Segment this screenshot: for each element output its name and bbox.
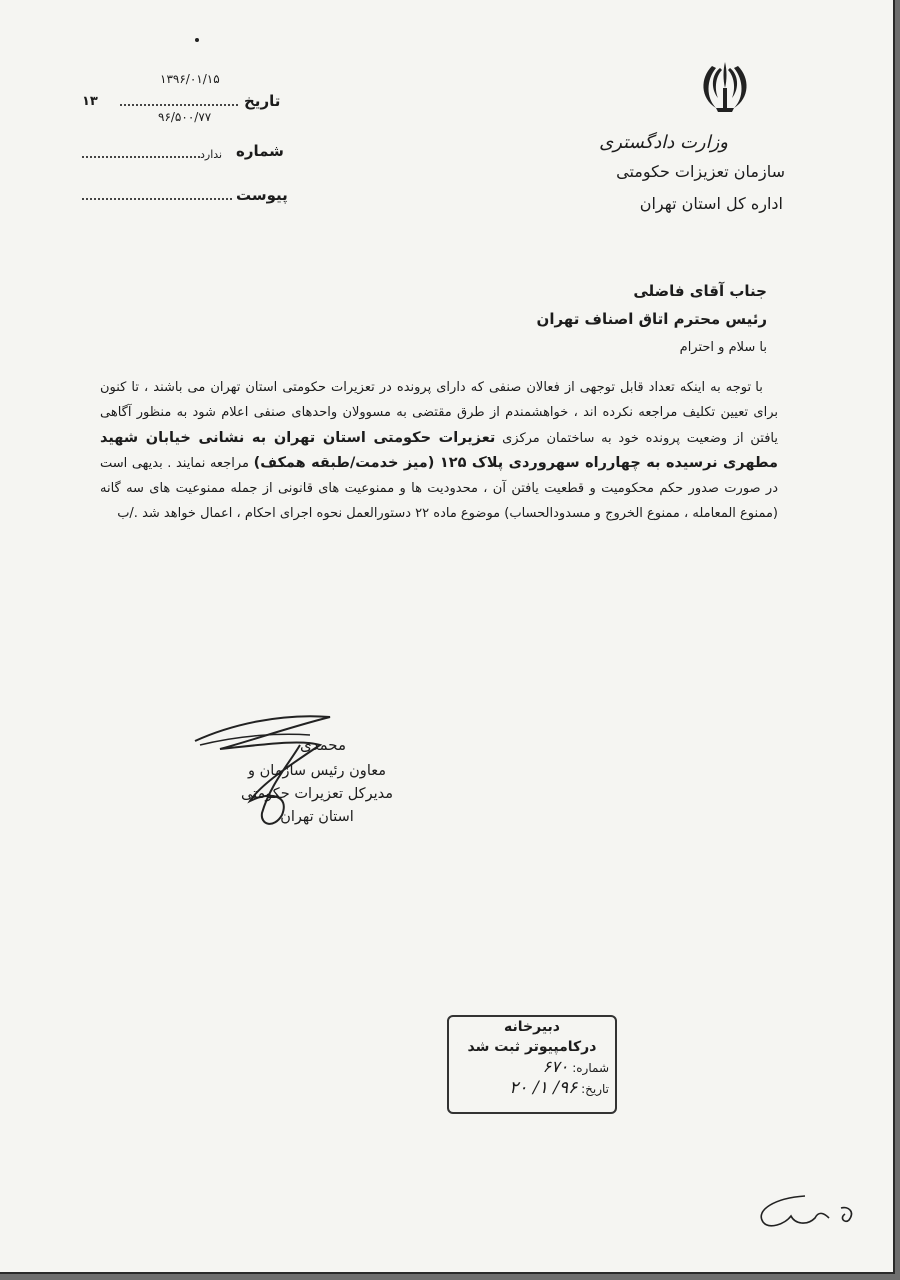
registration-stamp	[447, 1015, 617, 1114]
reference-number: ۹۶/۵۰۰/۷۷	[158, 110, 212, 124]
number-dotted-line	[82, 156, 200, 158]
letter-body	[100, 376, 778, 527]
scan-speck	[195, 38, 199, 42]
attachment-dotted-line	[82, 198, 232, 200]
stamp-line-1: دبیرخانه	[504, 1019, 560, 1035]
attachment-label: پیوست	[236, 186, 288, 204]
signer-name: محمدی	[300, 736, 347, 754]
body-text-part1: با توجه به اینکه تعداد قابل توجهی از فعالان صنفی که دارای پرونده در تعزیرات حکومتی استان تهران می باشند ، تا کنون برای تعیین تکلیف مراجعه نکرده اند ، خواهشمندم از طرق مقتضی به مسوولان واحدهای صنفی اعلام شود به منظور آگاهی یافتن از وضعیت پرونده خود به ساختمان مرکزی	[100, 380, 779, 446]
stamp-date-row	[449, 1078, 615, 1099]
stamp-number-value: ۶۷۰	[542, 1057, 569, 1076]
organization-name: سازمان تعزیزات حکومتی	[616, 162, 785, 181]
body-text-bold: تعزیرات حکومتی استان تهران به نشانی خیابان شهید مطهری نرسیده به چهارراه سهروردی پلاک ۱۲۵ (میز خدمت/طبقه همکف)	[100, 429, 778, 472]
date-label: تاریخ	[244, 92, 281, 110]
signer-title-1: معاون رئیس سازمان و	[248, 763, 386, 779]
iran-emblem-icon	[698, 58, 752, 116]
date-value: ۱۳۹۶/۰۱/۱۵	[160, 72, 220, 86]
ministry-name: وزارت دادگستری	[599, 132, 728, 153]
signer-title-2: مدیرکل تعزیرات حکومتی	[241, 786, 393, 802]
date-dotted-line	[120, 104, 238, 106]
signer-title-3: استان تهران	[280, 809, 354, 825]
stamp-number-label: شماره:	[572, 1061, 609, 1075]
body-text-part2: مراجعه نمایند . بدیهی است در صورت صدور حکم محکومیت و قطعیت یافتن آن ، محدودیت ها و ممنوعیت های قانونی از جمله ممنوعیت های سه گانه (ممنوع المعامله ، ممنوع الخروج و مسدودالحساب) موضوع ماده ۲۲ دستورالعمل نحوه اجرای احکام ، اعمال خواهد شد ./ب	[100, 456, 778, 521]
addressee-title: رئیس محترم اتاق اصناف تهران	[536, 310, 767, 328]
stamp-date-value: ۹۶/ ۱/ ۲۰	[509, 1078, 578, 1098]
greeting: با سلام و احترام	[679, 340, 767, 355]
number-label: شماره	[236, 142, 284, 160]
number-value: ندارد	[200, 148, 223, 161]
handwritten-initials	[745, 1188, 865, 1238]
stamp-number-row	[449, 1057, 615, 1078]
stamp-date-label: تاریخ:	[581, 1082, 609, 1096]
stamp-line-2: درکامپیوتر ثبت شد	[467, 1039, 597, 1055]
signature-block	[241, 738, 393, 829]
page-mark: ۱۳	[82, 94, 98, 109]
office-name: اداره کل استان تهران	[639, 194, 783, 213]
addressee-name: جناب آقای فاضلی	[633, 282, 767, 300]
